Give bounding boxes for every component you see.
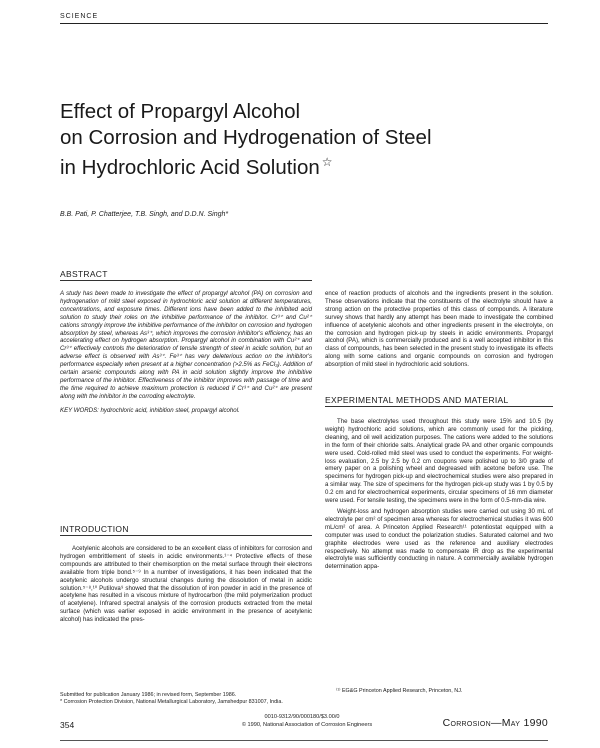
continuation-text: ence of reaction products of alcohols and the ingredients present in the solution. These observations indicate that the constituents of the electrolyte should have a strong action on the protective properties of this class of compounds. A literature survey shows that hardly any attempt has been made to investigate the combined influence of acetylenic alcohols and other ingredients present in the electrolyte, on the corrosion and hydrogen pick-up by steels in acidic environments. Propargyl alcohol (PA), which is commercially produced and is a well accepted inhibitor in this class of compounds, has been selected in the present study to investigate its effects along with some cations and organic compounds on corrosion and hydrogen absorption of mild steel in hydrochloric acid solutions. — [325, 290, 553, 369]
section-tag: SCIENCE — [60, 13, 99, 20]
introduction-text: Acetylenic alcohols are considered to be an excellent class of inhibitors for corrosion and hydrogen embrittlement of steels in acidic environments.¹⁻⁴ Protective effects of these compounds are attributed to their chemisorption on the metal surface through their electrons available from triple bond.⁵⁻⁹ In a number of investigations, it has been indicated that the acetylenic alcohols undergo structural changes during the dissolution of metal in acidic solution.⁵⁻⁸,¹⁰ Putilova⁹ showed that the dissolution of iron powder in acid in the presence of acetylene has resulted in a viscous mixture of hydrocarbon (the mild polymerization product of acetylene). Infrared spectral analysis of the corrosion products extracted from the metal surface (which was earlier exposed in acidic environment in the presence of acetylenic alcohol) has indicated the pres- — [60, 545, 312, 624]
footnote-affiliation: * Corrosion Protection Division, National Metallurgical Laboratory, Jamshedpur 831007, India. — [60, 699, 283, 705]
experimental-body — [325, 418, 553, 571]
keywords: KEY WORDS: hydrochloric acid, inhibition steel, propargyl alcohol. — [60, 406, 240, 414]
abstract-heading: ABSTRACT — [60, 269, 108, 279]
issn: 0010-9312/90/000180/$3.00/0 — [264, 714, 340, 720]
footnote-submitted: Submitted for publication January 1986; in revised form, September 1986. — [60, 692, 237, 698]
experimental-para-1: The base electrolytes used throughout this study were 15% and 10.5 (by weight) hydrochloric acid solutions, which are commonly used for the pickling, cleaning, and oil well acidization purposes. The cations were added to the solutions in the form of their chloride salts. Analytical grade PA and other organic compounds were used. Cold-rolled mild steel was used to conduct the experiments. For weight-loss evaluation, 2.5 by 2.5 by 0.2 cm coupons were polished up to 3/0 grade of emery paper on a polishing wheel and degreased with acetone before use. The specimens for hydrogen pick-up and electrochemical studies were also prepared in a similar way. The size of specimens for the hydrogen pick-up study was 1 by 0.5 by 0.2 cm and for electrochemical experiments, circular specimens of 16 mm diameter were used. For tensile testing, the specimens were in the form of 0.5-mm-dia wire. — [325, 418, 553, 505]
page-number: 354 — [60, 720, 75, 730]
abstract-rule — [60, 280, 312, 281]
experimental-para-2: Weight-loss and hydrogen absorption studies were carried out using 30 mL of electrolyte per cm² of specimen area whereas for electrochemical studies it was 600 mL/cm² of area. A Princeton Applied Research¹¹ potentiostat equipped with a computer was used to conduct the polarization studies. Saturated calomel and two graphite electrodes were used as the reference and auxiliary electrodes respectively. No attempt was made to compensate IR drop as the experimental electrolyte was sufficiently conducting in nature. A commercially available hydrogen determination appa- — [325, 507, 553, 571]
experimental-rule — [325, 406, 553, 407]
right-column-continuation — [325, 290, 553, 369]
title-line-2: on Corrosion and Hydrogenation of Steel — [60, 125, 432, 149]
journal-name: Corrosion—May 1990 — [442, 717, 548, 729]
abstract-body — [60, 290, 312, 415]
copyright: © 1990, National Association of Corrosion Engineers — [241, 722, 373, 728]
abstract-text: A study has been made to investigate the effect of propargyl alcohol (PA) on corrosion and hydrogenation of mild steel exposed in hydrochloric acid solution at different temperatures, concentrations, and exposure times. Different ions have been added to the inhibited acid solution to study their roles on the inhibitive performance of the inhibitor. Cr³⁺ and Cu²⁺ cations strongly improve the inhibitive performance of the inhibitor on corrosion and hydrogen absorption by steel, whereas As³⁺, which improves the corrosion inhibitor's efficiency, has an accelerating effect on hydrogen absorption. Propargyl alcohol in combination with Cu²⁺ and Cr³⁺ effectively controls the deterioration of tensile strength of steel in acidic solution, but an adverse effect is observed with As³⁺. Fe³⁺ has very deleterious action on the inhibitor's performance especially when present at a higher concentration (>2.5% as FeCl₃). Addition of certain arsenic compounds along with PA in acid solution slightly improve the inhibitive performance of the inhibitor. Effectiveness of the inhibitor improves with passage of time and the time required to achieve maximum protection is reduced if Cr³⁺ and Cu²⁺ are present along with the inhibitor in the corroding electrolyte. — [60, 290, 312, 400]
authors: B.B. Pati, P. Chatterjee, T.B. Singh, and D.D.N. Singh* — [60, 211, 229, 218]
introduction-body — [60, 545, 312, 624]
introduction-heading: INTRODUCTION — [60, 524, 129, 534]
star-icon: ☆ — [321, 155, 333, 169]
experimental-heading: EXPERIMENTAL METHODS AND MATERIAL — [325, 395, 509, 405]
introduction-rule — [60, 535, 312, 536]
title-line-3-text: in Hydrochloric Acid Solution — [60, 155, 320, 179]
title-line-3 — [60, 150, 540, 180]
header-rule — [60, 23, 548, 24]
title-line-1: Effect of Propargyl Alcohol — [60, 100, 301, 123]
footnotes — [60, 692, 312, 706]
footnote-par: ⁽¹⁾ EG&G Princeton Applied Research, Princeton, NJ. — [336, 688, 463, 694]
article-title — [60, 99, 540, 180]
footer-rule — [60, 740, 548, 741]
